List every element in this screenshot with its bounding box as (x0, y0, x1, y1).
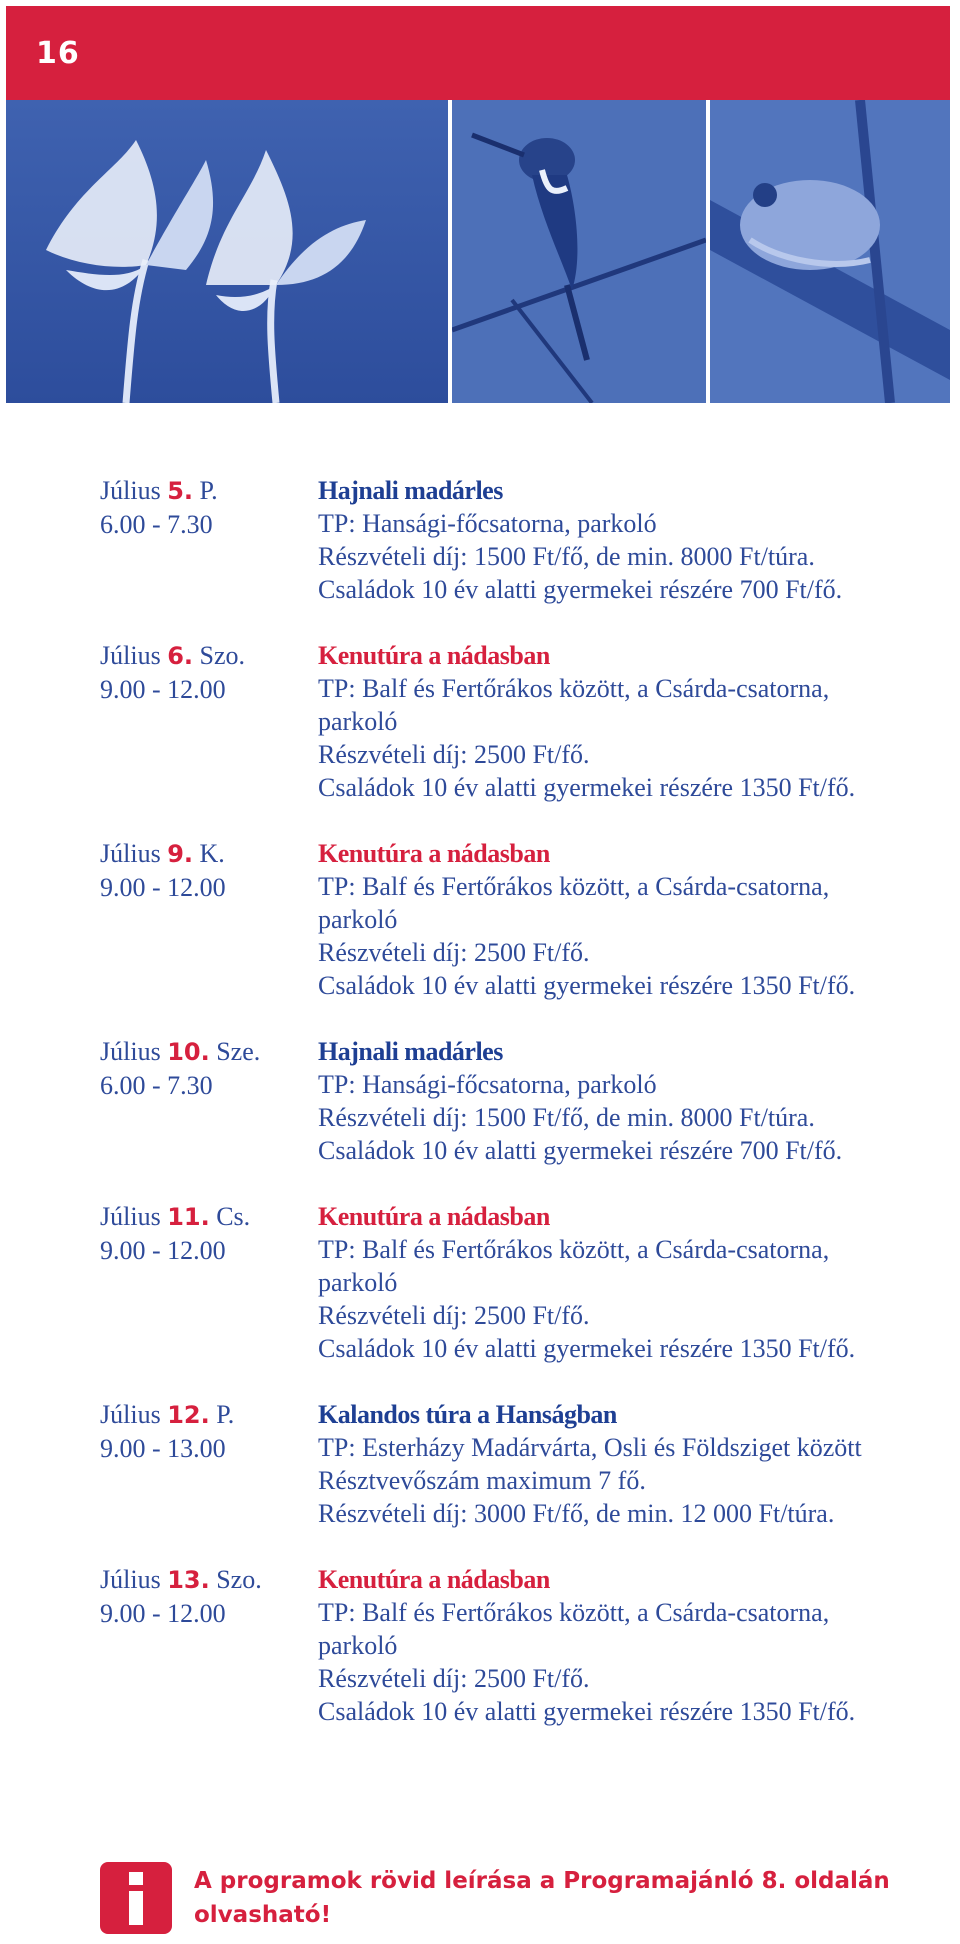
event-detail-line: parkoló (318, 1268, 398, 1297)
event-date (100, 1563, 318, 1597)
event-day-number: 13. (167, 1566, 210, 1594)
event-date (100, 1200, 318, 1234)
event-time: 9.00 - 12.00 (100, 1236, 226, 1265)
event-month: Július (100, 1202, 168, 1231)
event-month: Július (100, 476, 168, 505)
event-detail-line: TP: Balf és Fertőrákos között, a Csárda-csatorna, (318, 1235, 830, 1264)
event-date (100, 474, 318, 508)
event-detail-line: Részvételi díj: 2500 Ft/fő. (318, 1664, 590, 1693)
event-item (100, 837, 920, 1002)
event-details (318, 639, 920, 804)
event-date (100, 1398, 318, 1432)
event-item (100, 1398, 920, 1530)
event-day-number: 9. (167, 840, 194, 868)
event-title: Kenutúra a nádasban (318, 839, 550, 868)
event-date-column (100, 1563, 318, 1728)
page-number: 16 (36, 36, 80, 71)
event-item (100, 474, 920, 606)
event-detail-line: Részvételi díj: 3000 Ft/fő, de min. 12 000 Ft/túra. (318, 1499, 835, 1528)
event-detail-line: Családok 10 év alatti gyermekei részére 700 Ft/fő. (318, 1136, 843, 1165)
footer-line: olvasható! (194, 1902, 332, 1928)
event-item (100, 1563, 920, 1728)
event-detail-line: Résztvevőszám maximum 7 fő. (318, 1466, 646, 1495)
event-detail-line: Családok 10 év alatti gyermekei részére 700 Ft/fő. (318, 575, 843, 604)
event-month: Július (100, 641, 168, 670)
event-detail-line: TP: Esterházy Madárvárta, Osli és Földsziget között (318, 1433, 862, 1462)
event-day-number: 10. (167, 1038, 210, 1066)
event-weekday: K. (193, 839, 225, 868)
event-detail-line: Részvételi díj: 1500 Ft/fő, de min. 8000 Ft/túra. (318, 542, 815, 571)
event-details (318, 1563, 920, 1728)
event-weekday: Sze. (209, 1037, 261, 1066)
event-date (100, 1035, 318, 1069)
event-title: Hajnali madárles (318, 1037, 503, 1066)
event-detail-line: parkoló (318, 1631, 398, 1660)
event-weekday: P. (193, 476, 218, 505)
event-detail-line: TP: Balf és Fertőrákos között, a Csárda-csatorna, (318, 1598, 830, 1627)
header-bar (6, 6, 950, 100)
event-time: 6.00 - 7.30 (100, 1071, 213, 1100)
event-date-column (100, 837, 318, 1002)
event-time: 9.00 - 12.00 (100, 1599, 226, 1628)
event-time: 9.00 - 13.00 (100, 1434, 226, 1463)
event-weekday: Szo. (209, 1565, 262, 1594)
event-detail-line: parkoló (318, 905, 398, 934)
event-title: Kenutúra a nádasban (318, 1202, 550, 1231)
footer-line: A programok rövid leírása a Programajánló 8. oldalán (194, 1868, 890, 1894)
photo-strip (6, 100, 950, 403)
event-detail-line: Családok 10 év alatti gyermekei részére 1350 Ft/fő. (318, 971, 856, 1000)
tree-frog-photo (710, 100, 950, 403)
event-title: Kalandos túra a Hanságban (318, 1400, 617, 1429)
event-date-column (100, 639, 318, 804)
event-weekday: Cs. (209, 1202, 251, 1231)
event-month: Július (100, 1400, 168, 1429)
event-item (100, 1200, 920, 1365)
footer-note (100, 1862, 920, 1942)
event-item (100, 1035, 920, 1167)
event-detail-line: TP: Hansági-főcsatorna, parkoló (318, 509, 657, 538)
event-details (318, 474, 920, 606)
event-detail-line: TP: Balf és Fertőrákos között, a Csárda-csatorna, (318, 872, 830, 901)
event-date-column (100, 1035, 318, 1167)
event-details (318, 837, 920, 1002)
footer-text (194, 1864, 914, 1932)
event-title: Hajnali madárles (318, 476, 503, 505)
event-details (318, 1035, 920, 1167)
event-date-column (100, 1200, 318, 1365)
event-day-number: 5. (167, 477, 194, 505)
event-time: 9.00 - 12.00 (100, 675, 226, 704)
event-detail-line: parkoló (318, 707, 398, 736)
event-weekday: P. (209, 1400, 235, 1429)
event-day-number: 12. (167, 1401, 210, 1429)
event-month: Július (100, 839, 168, 868)
event-detail-line: TP: Balf és Fertőrákos között, a Csárda-csatorna, (318, 674, 830, 703)
event-detail-line: Családok 10 év alatti gyermekei részére 1350 Ft/fő. (318, 1697, 856, 1726)
event-time: 6.00 - 7.30 (100, 510, 213, 539)
event-date (100, 639, 318, 673)
event-item (100, 639, 920, 804)
event-detail-line: TP: Hansági-főcsatorna, parkoló (318, 1070, 657, 1099)
info-icon (100, 1862, 172, 1934)
event-month: Július (100, 1037, 168, 1066)
bee-eater-bird-photo (452, 100, 706, 403)
event-detail-line: Részvételi díj: 2500 Ft/fő. (318, 938, 590, 967)
event-list (100, 474, 920, 1761)
event-details (318, 1200, 920, 1365)
event-title: Kenutúra a nádasban (318, 641, 550, 670)
event-detail-line: Részvételi díj: 2500 Ft/fő. (318, 1301, 590, 1330)
event-details (318, 1398, 920, 1530)
event-month: Július (100, 1565, 168, 1594)
event-title: Kenutúra a nádasban (318, 1565, 550, 1594)
event-time: 9.00 - 12.00 (100, 873, 226, 902)
event-weekday: Szo. (193, 641, 246, 670)
event-date (100, 837, 318, 871)
event-detail-line: Családok 10 év alatti gyermekei részére 1350 Ft/fő. (318, 1334, 856, 1363)
pasque-flower-photo (6, 100, 448, 403)
event-day-number: 11. (167, 1203, 210, 1231)
event-date-column (100, 474, 318, 606)
event-detail-line: Családok 10 év alatti gyermekei részére 1350 Ft/fő. (318, 773, 856, 802)
event-detail-line: Részvételi díj: 2500 Ft/fő. (318, 740, 590, 769)
event-date-column (100, 1398, 318, 1530)
event-day-number: 6. (167, 642, 194, 670)
event-detail-line: Részvételi díj: 1500 Ft/fő, de min. 8000 Ft/túra. (318, 1103, 815, 1132)
